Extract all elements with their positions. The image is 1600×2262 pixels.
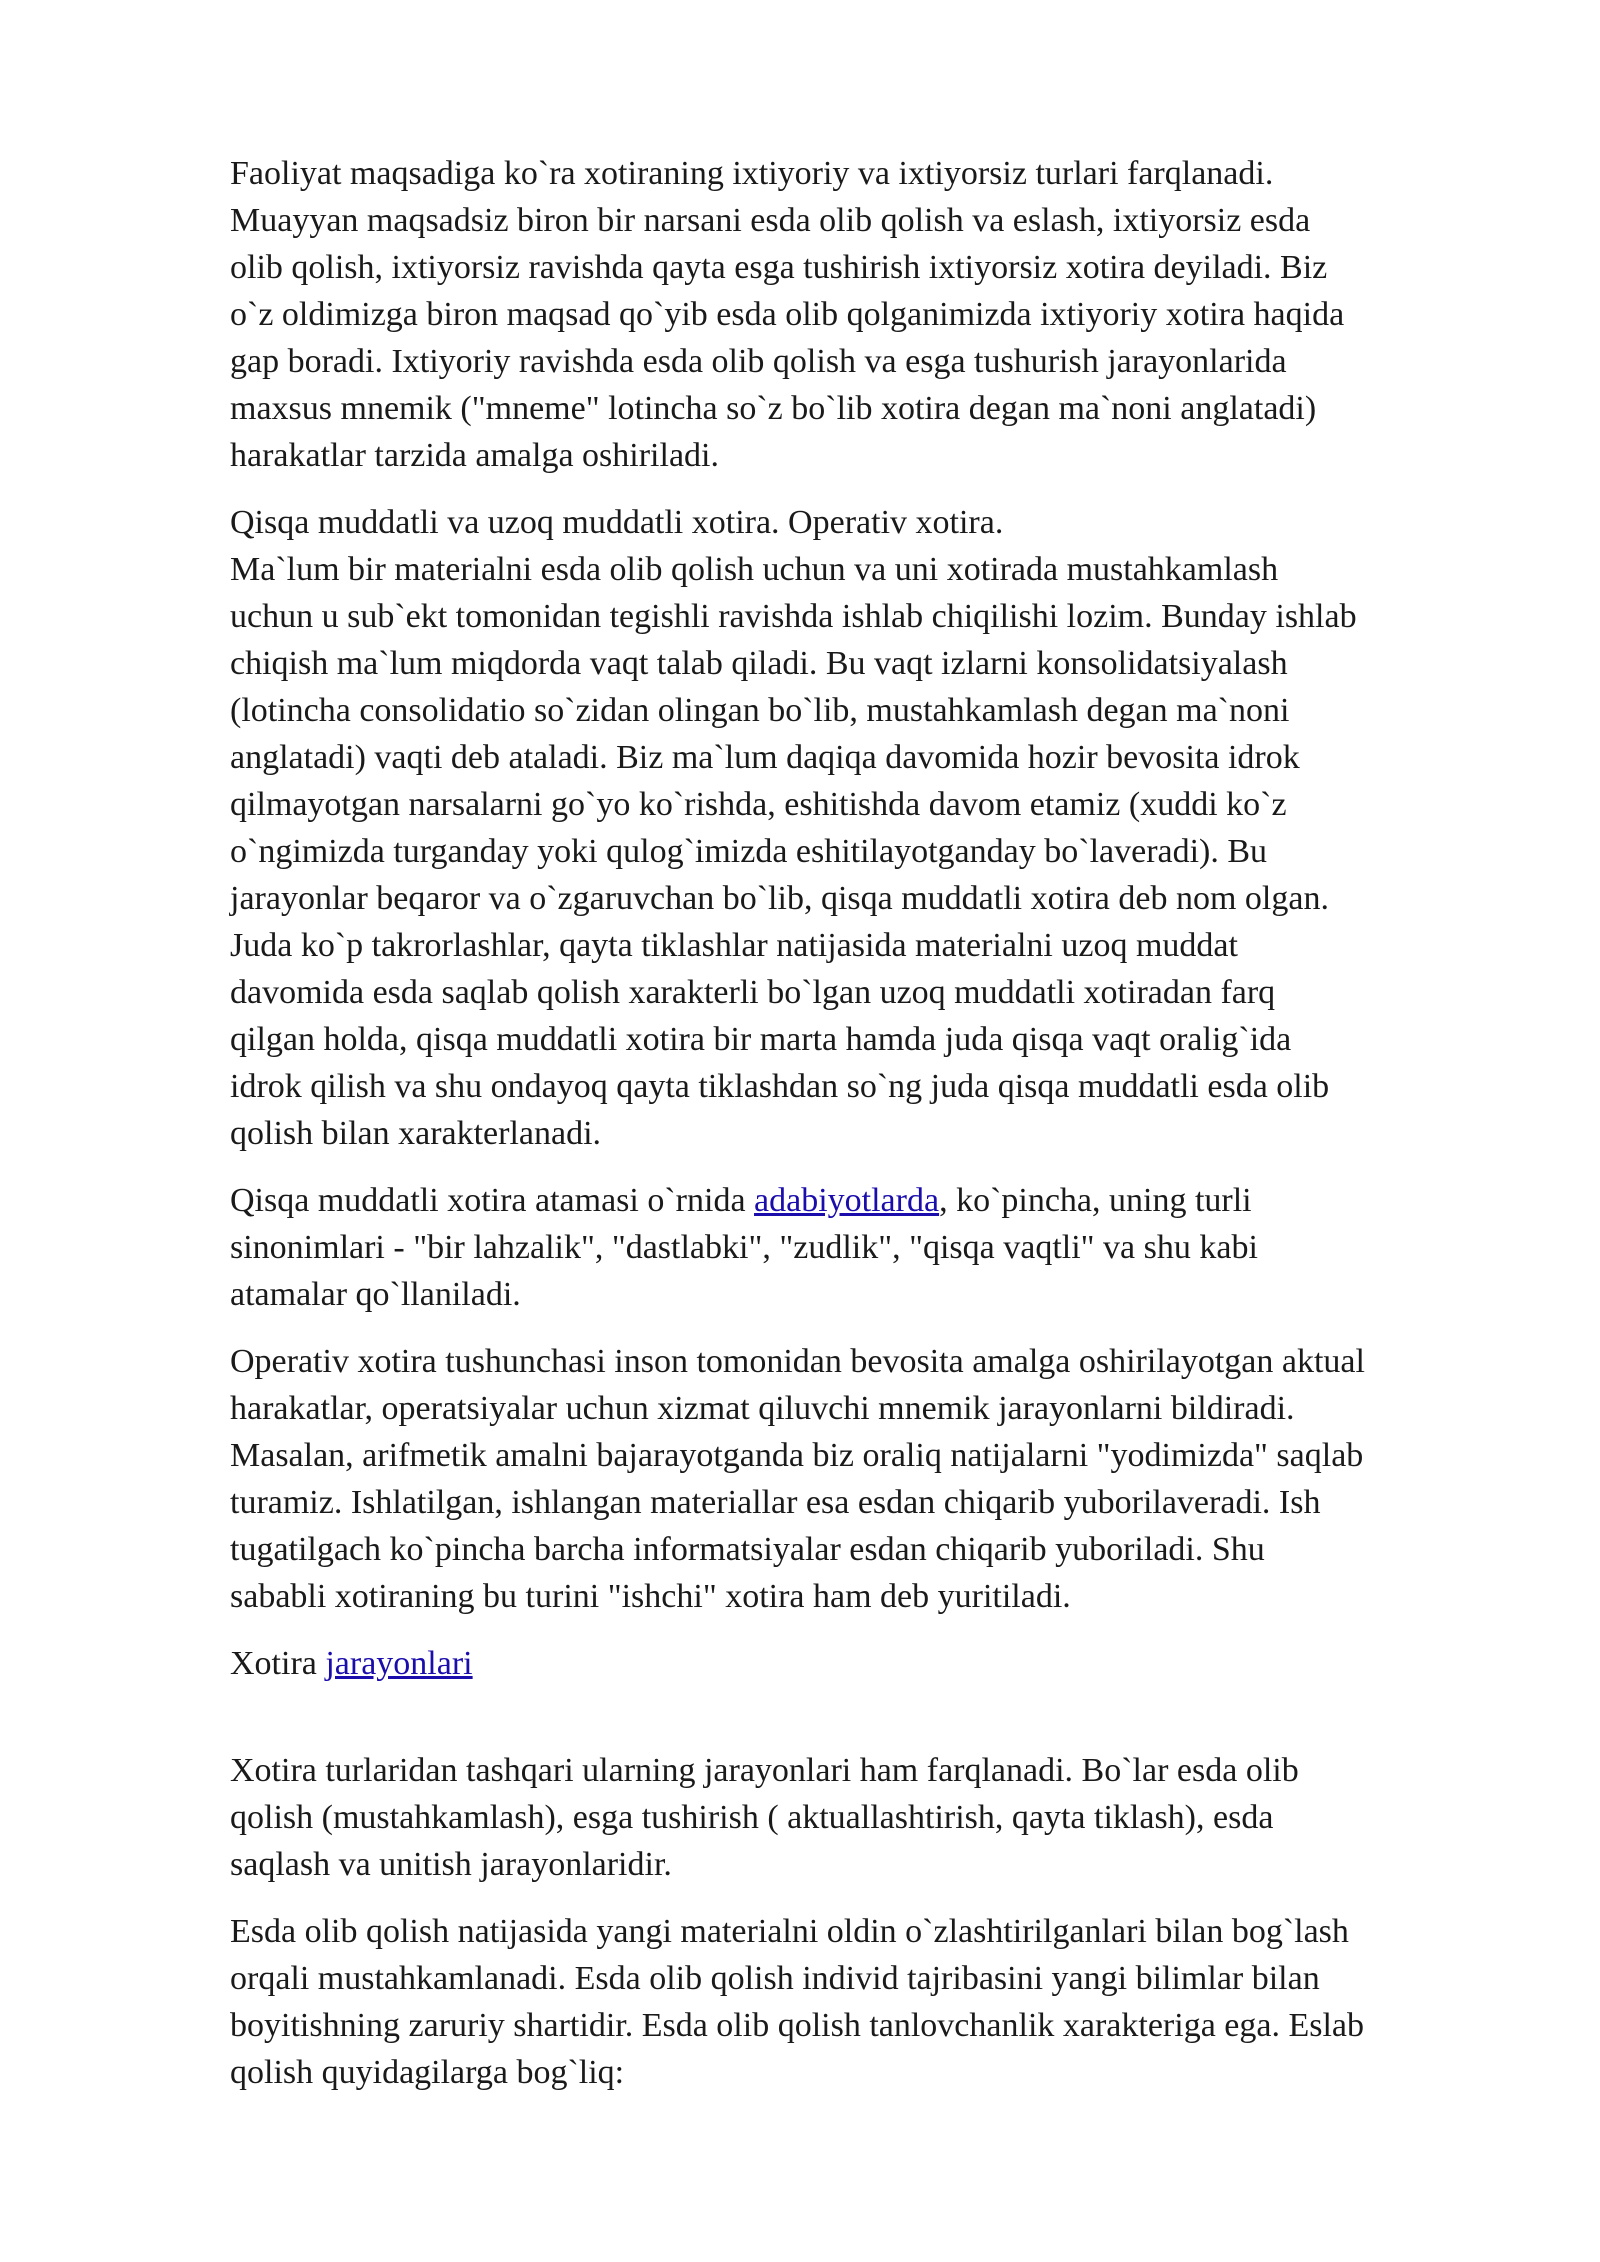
text-line: turamiz. Ishlatilgan, ishlangan materiallar esa esdan chiqarib yuborilaveradi. Ish: [230, 1484, 1321, 1521]
paragraph-operative-memory: [230, 1338, 1520, 1620]
text-line: Operativ xotira tushunchasi inson tomonidan bevosita amalga oshirilayotgan aktual: [230, 1343, 1365, 1380]
text-line: Faoliyat maqsadiga ko`ra xotiraning ixtiyoriy va ixtiyorsiz turlari farqlanadi.: [230, 155, 1274, 192]
text-line: qolish bilan xarakterlanadi.: [230, 1115, 602, 1152]
text-line: Muayyan maqsadsiz biron bir narsani esda olib qolish va eslash, ixtiyorsiz esda: [230, 202, 1311, 239]
paragraph-synonyms: [230, 1177, 1520, 1318]
text-line: sinonimlari - "bir lahzalik", "dastlabki", "zudlik", "qisqa vaqtli" va shu kabi: [230, 1229, 1258, 1266]
text-line: o`z oldimizga biron maqsad qo`yib esda olib qolganimizda ixtiyoriy xotira haqida: [230, 296, 1345, 333]
paragraph-memorization: [230, 1908, 1520, 2096]
paragraph-voluntary-memory: [230, 150, 1520, 479]
text-line: Qisqa muddatli va uzoq muddatli xotira. Operativ xotira.: [230, 504, 1004, 541]
text-line: uchun u sub`ekt tomonidan tegishli ravishda ishlab chiqilishi lozim. Bunday ishlab: [230, 598, 1357, 635]
text-line: qilmayotgan narsalarni go`yo ko`rishda, eshitishda davom etamiz (xuddi ko`z: [230, 786, 1287, 823]
section-heading: [230, 1640, 1520, 1687]
heading-text: Xotira: [230, 1645, 326, 1682]
text-line: chiqish ma`lum miqdorda vaqt talab qiladi. Bu vaqt izlarni konsolidatsiyalash: [230, 645, 1288, 682]
text-line: davomida esda saqlab qolish xarakterli bo`lgan uzoq muddatli xotiradan farq: [230, 974, 1276, 1011]
text-line: sababli xotiraning bu turini "ishchi" xotira ham deb yuritiladi.: [230, 1578, 1071, 1615]
adabiyotlarda-link[interactable]: adabiyotlarda: [754, 1182, 940, 1219]
text-line: qolish quyidagilarga bog`liq:: [230, 2054, 625, 2091]
text-line: o`ngimizda turganday yoki qulog`imizda eshitilayotganday bo`laveradi). Bu: [230, 833, 1268, 870]
document-page: [230, 150, 1520, 2116]
text-line: maxsus mnemik ("mneme" lotincha so`z bo`lib xotira degan ma`noni anglatadi): [230, 390, 1317, 427]
text-segment: Qisqa muddatli xotira atamasi o`rnida: [230, 1182, 755, 1219]
text-line: Esda olib qolish natijasida yangi materialni oldin o`zlashtirilganlari bilan bog`lash: [230, 1913, 1349, 1950]
text-line: atamalar qo`llaniladi.: [230, 1276, 521, 1313]
text-line: saqlash va unitish jarayonlaridir.: [230, 1846, 672, 1883]
paragraph-memory-processes: [230, 1747, 1520, 1888]
text-segment: , ko`pincha, uning turli: [939, 1182, 1252, 1219]
text-line: jarayonlar beqaror va o`zgaruvchan bo`lib, qisqa muddatli xotira deb nom olgan.: [230, 880, 1329, 917]
text-line: qilgan holda, qisqa muddatli xotira bir marta hamda juda qisqa vaqt oralig`ida: [230, 1021, 1292, 1058]
text-line: idrok qilish va shu ondayoq qayta tiklashdan so`ng juda qisqa muddatli esda olib: [230, 1068, 1330, 1105]
text-line: Juda ko`p takrorlashlar, qayta tiklashlar natijasida materialni uzoq muddat: [230, 927, 1238, 964]
jarayonlari-link[interactable]: jarayonlari: [325, 1645, 473, 1682]
text-line: harakatlar tarzida amalga oshiriladi.: [230, 437, 719, 474]
text-line: Ma`lum bir materialni esda olib qolish uchun va uni xotirada mustahkamlash: [230, 551, 1279, 588]
text-line: Masalan, arifmetik amalni bajarayotganda biz oraliq natijalarni "yodimizda" saqlab: [230, 1437, 1364, 1474]
text-line: boyitishning zaruriy shartidir. Esda olib qolish tanlovchanlik xarakteriga ega. Eslab: [230, 2007, 1365, 2044]
text-line: anglatadi) vaqti deb ataladi. Biz ma`lum daqiqa davomida hozir bevosita idrok: [230, 739, 1300, 776]
text-line: gap boradi. Ixtiyoriy ravishda esda olib qolish va esga tushurish jarayonlarida: [230, 343, 1287, 380]
text-line: olib qolish, ixtiyorsiz ravishda qayta esga tushirish ixtiyorsiz xotira deyiladi. Biz: [230, 249, 1328, 286]
text-line: qolish (mustahkamlash), esga tushirish ( aktuallashtirish, qayta tiklash), esda: [230, 1799, 1274, 1836]
paragraph-short-term-memory: [230, 499, 1520, 1157]
text-line: tugatilgach ko`pincha barcha informatsiyalar esdan chiqarib yuboriladi. Shu: [230, 1531, 1265, 1568]
text-line: [230, 1177, 1520, 1224]
heading-line: [230, 1640, 1520, 1687]
text-line: (lotincha consolidatio so`zidan olingan bo`lib, mustahkamlash degan ma`noni: [230, 692, 1290, 729]
text-line: Xotira turlaridan tashqari ularning jarayonlari ham farqlanadi. Bo`lar esda olib: [230, 1752, 1299, 1789]
text-line: orqali mustahkamlanadi. Esda olib qolish individ tajribasini yangi bilimlar bilan: [230, 1960, 1320, 1997]
text-line: harakatlar, operatsiyalar uchun xizmat qiluvchi mnemik jarayonlarni bildiradi.: [230, 1390, 1295, 1427]
